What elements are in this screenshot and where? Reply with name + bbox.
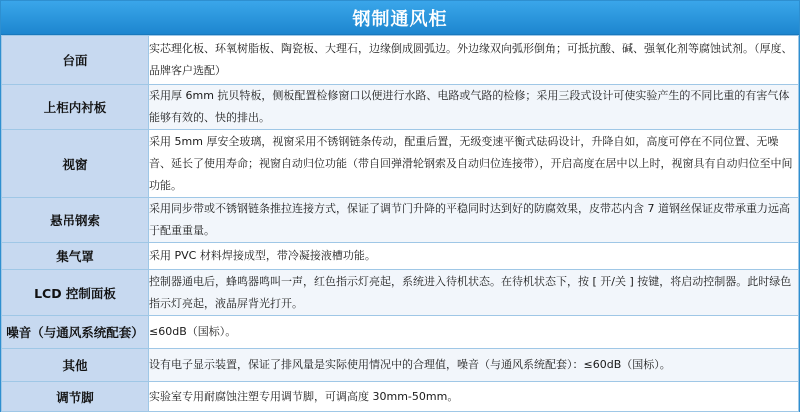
row-text: 控制器通电后，蜂鸣器鸣叫一声，红色指示灯亮起，系统进入待机状态。在待机状态下，按 [ 开/关 ] 按键，将启动控制器。此时绿色指示灯亮起，液晶屏背光打开。 [149, 270, 799, 316]
table-row [2, 36, 799, 85]
table-row [2, 243, 799, 270]
row-text: 采用同步带或不锈钢链条推拉连接方式，保证了调节门升降的平稳同时达到好的防腐效果，皮带芯内含 7 道钢丝保证皮带承重力远高于配重重量。 [149, 198, 799, 243]
row-text: 实验室专用耐腐蚀注塑专用调节脚，可调高度 30mm-50mm。 [149, 382, 799, 412]
row-text: 采用 5mm 厚安全玻璃，视窗采用不锈钢链条传动，配重后置，无级变速平衡式砝码设计，升降自如，高度可停在不同位置、无噪音、延长了使用寿命；视窗自动归位功能（带自回弹滑轮钢索及自动归位连接带），开启高度在居中以上时，视窗具有自动归位至中间功能。 [149, 130, 799, 198]
row-text: 采用厚 6mm 抗贝特板，侧板配置检修窗口以便进行水路、电路或气路的检修；采用三段式设计可使实验产生的不同比重的有害气体能够有效的、快的排出。 [149, 85, 799, 130]
row-label: 调节脚 [2, 382, 149, 412]
row-label: 集气罩 [2, 243, 149, 270]
table-row [2, 316, 799, 349]
page-title: 钢制通风柜 [1, 1, 799, 35]
table-row [2, 130, 799, 198]
row-text: 实芯理化板、环氧树脂板、陶瓷板、大理石，边缘倒成圆弧边。外边缘双向弧形倒角；可抵抗酸、碱、强氧化剂等腐蚀试剂。（厚度、品牌客户选配） [149, 36, 799, 85]
table-row [2, 382, 799, 412]
row-label: LCD 控制面板 [2, 270, 149, 316]
table-row [2, 85, 799, 130]
spec-table [1, 35, 799, 412]
row-label: 上柜内衬板 [2, 85, 149, 130]
table-row [2, 270, 799, 316]
table-row [2, 198, 799, 243]
row-label: 视窗 [2, 130, 149, 198]
row-label: 台面 [2, 36, 149, 85]
row-label: 悬吊钢索 [2, 198, 149, 243]
row-text: ≤60dB（国标）。 [149, 316, 799, 349]
table-row [2, 349, 799, 382]
row-text: 采用 PVC 材料焊接成型，带冷凝接液槽功能。 [149, 243, 799, 270]
row-text: 设有电子显示装置，保证了排风量是实际使用情况中的合理值，噪音（与通风系统配套）：≤60dB（国标）。 [149, 349, 799, 382]
row-label: 其他 [2, 349, 149, 382]
row-label: 噪音（与通风系统配套） [2, 316, 149, 349]
